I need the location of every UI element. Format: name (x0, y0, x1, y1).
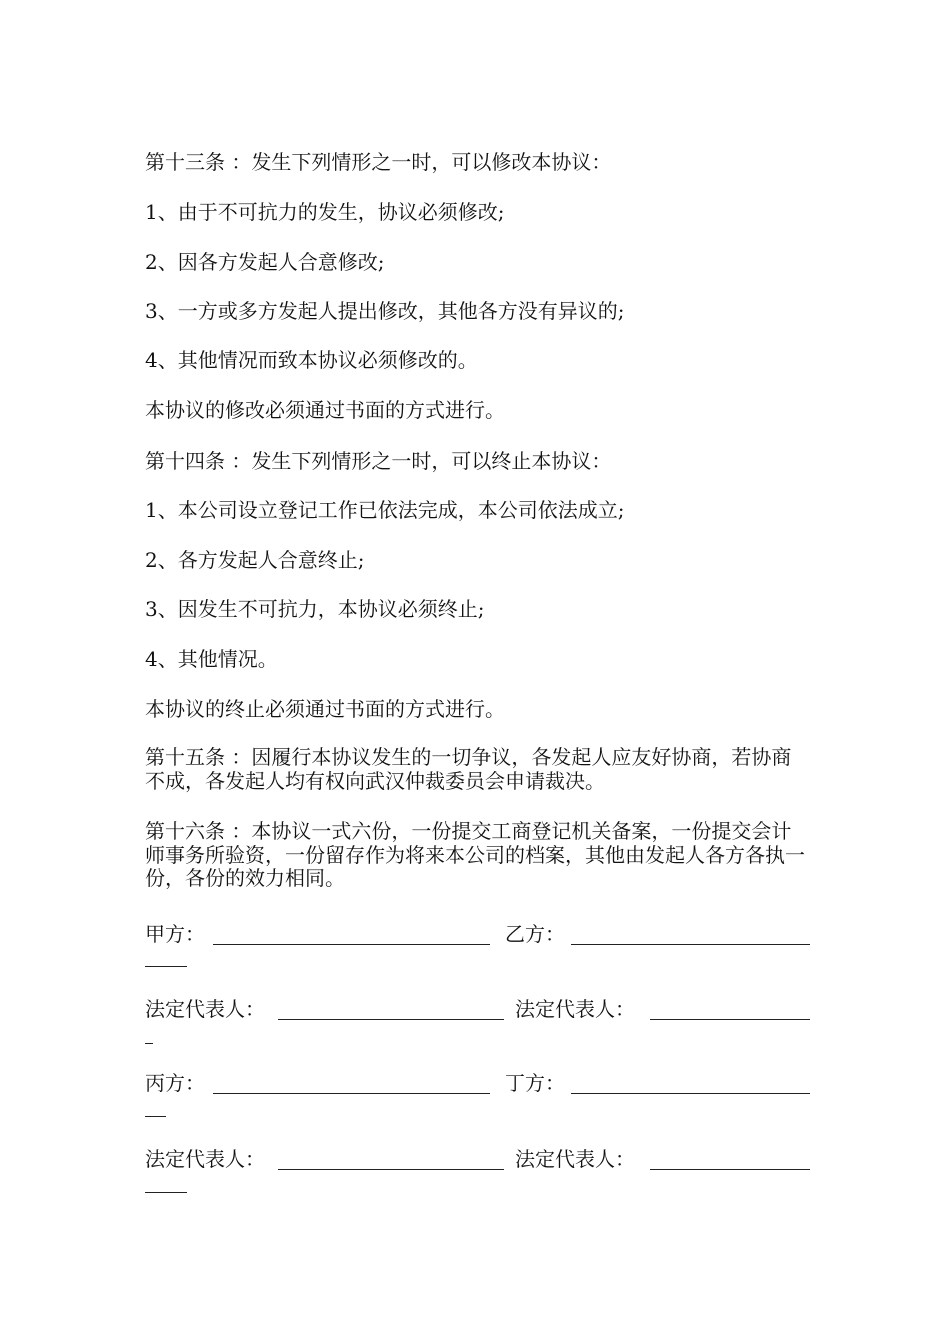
signature-row-legal-rep-ab (145, 997, 810, 1021)
party-c-legal-rep-label: 法定代表人： (145, 1147, 265, 1171)
signature-row-legal-rep-cd (145, 1147, 810, 1171)
article-13-note: 本协议的修改必须通过书面的方式进行。 (145, 398, 505, 422)
article-16: 第十六条 ：本协议一式六份，一份提交工商登记机关备案，一份提交会计师事务所验资，一份留存作为将来本公司的档案，其他由发起人各方各执一份，各份的效力相同。 (145, 819, 805, 890)
signature-row-parties-cd (145, 1071, 810, 1095)
article-13-item-2: 2、因各方发起人合意修改; (145, 250, 385, 274)
article-14-item-4: 4、其他情况。 (145, 647, 278, 671)
article-14-item-2: 2、各方发起人合意终止; (145, 548, 365, 572)
party-d-signature-line (571, 1093, 810, 1094)
party-b-legal-rep-line (650, 1019, 810, 1020)
article-14-item-3: 3、因发生不可抗力，本协议必须终止; (145, 597, 485, 621)
article-14-item-1: 1、本公司设立登记工作已依法完成，本公司依法成立; (145, 498, 625, 522)
party-c-label: 丙方： (145, 1071, 205, 1095)
party-c-legal-rep-line (278, 1169, 504, 1170)
party-d-line-continuation (145, 1116, 166, 1117)
article-13-heading: 第十三条 ：发生下列情形之一时，可以修改本协议： (145, 150, 612, 174)
article-14-note: 本协议的终止必须通过书面的方式进行。 (145, 697, 505, 721)
article-13-item-4: 4、其他情况而致本协议必须修改的。 (145, 348, 478, 372)
party-c-signature-line (213, 1093, 490, 1094)
party-d-label: 丁方： (505, 1071, 565, 1095)
article-15: 第十五条 ：因履行本协议发生的一切争议，各发起人应友好协商，若协商不成，各发起人均有权向武汉仲裁委员会申请裁决。 (145, 745, 792, 793)
article-13-item-3: 3、一方或多方发起人提出修改，其他各方没有异议的; (145, 299, 625, 323)
party-a-legal-rep-label: 法定代表人： (145, 997, 265, 1021)
party-d-legal-rep-label: 法定代表人： (515, 1147, 635, 1171)
party-a-label: 甲方： (145, 922, 205, 946)
party-b-label: 乙方： (505, 922, 565, 946)
article-14-heading: 第十四条 ：发生下列情形之一时，可以终止本协议： (145, 449, 612, 473)
party-b-line-continuation (145, 966, 187, 967)
signature-row-parties-ab (145, 922, 810, 946)
party-d-legal-rep-line (650, 1169, 810, 1170)
article-13-item-1: 1、由于不可抗力的发生，协议必须修改; (145, 200, 505, 224)
party-a-legal-rep-line (278, 1019, 504, 1020)
party-b-signature-line (571, 944, 810, 945)
party-b-legal-rep-label: 法定代表人： (515, 997, 635, 1021)
party-b-legal-rep-continuation (145, 1043, 153, 1044)
party-d-legal-rep-continuation (145, 1192, 187, 1193)
party-a-signature-line (213, 944, 490, 945)
